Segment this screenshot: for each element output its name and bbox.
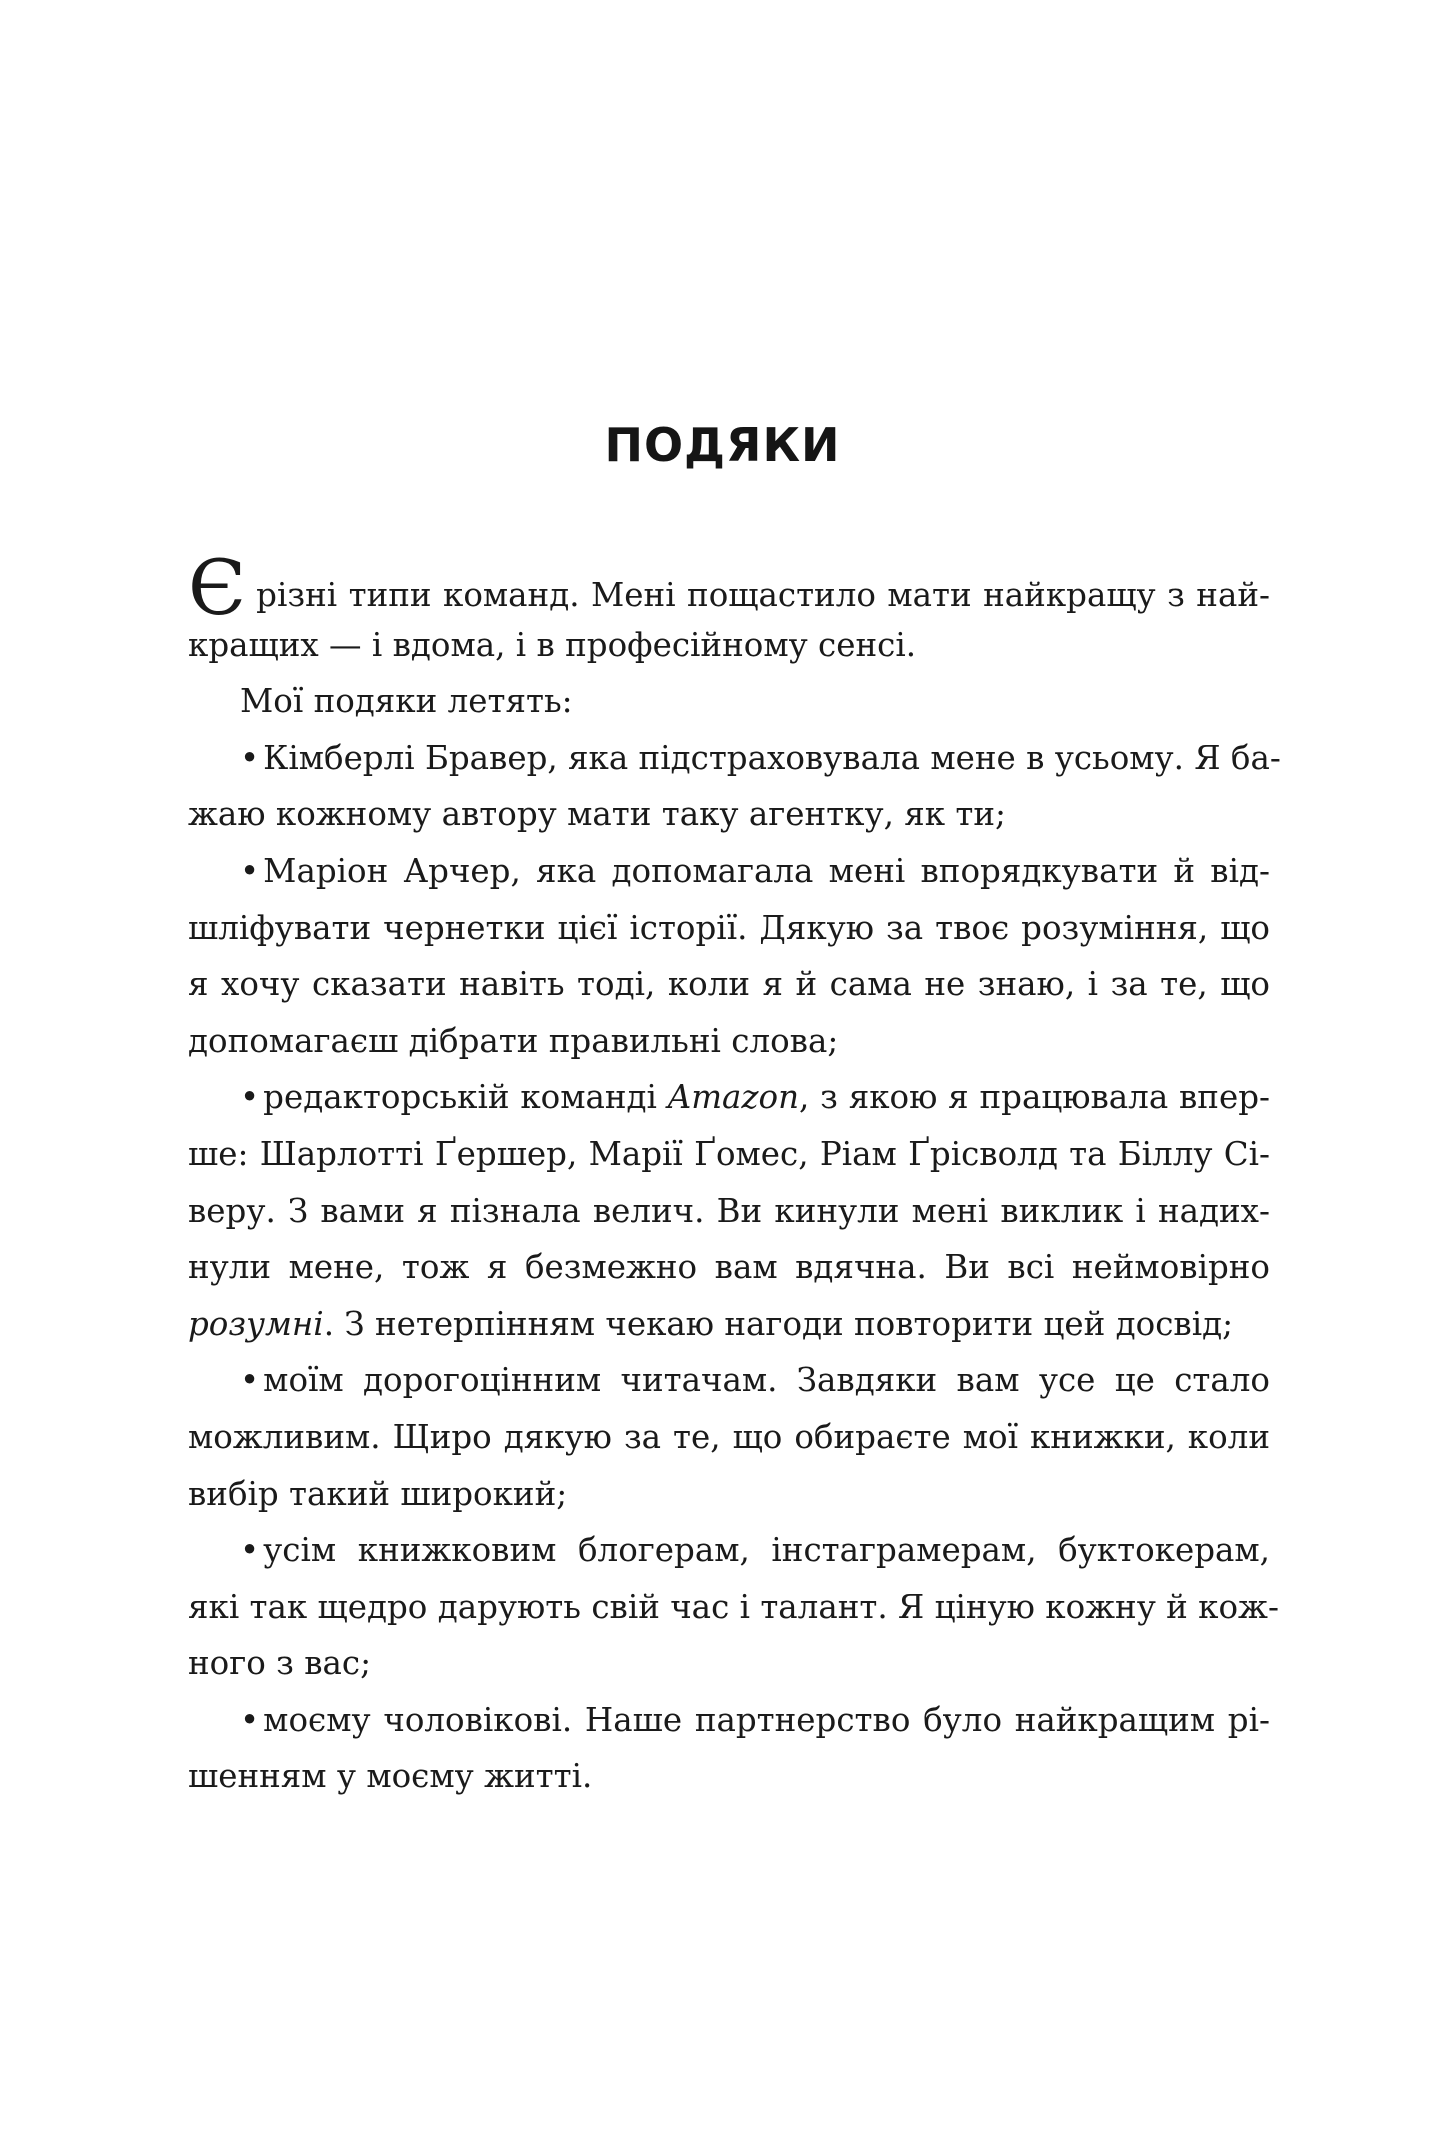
list-item-6-text: моєму чоловікові. Наше партнерство було найкращим рі- bbox=[263, 1700, 1270, 1739]
list-item-4-line-2: можливим. Щиро дякую за те, що обираєте мої книжки, коли bbox=[188, 1417, 1270, 1456]
list-item-6-line-2: шенням у моєму житті. bbox=[188, 1757, 593, 1796]
list-item-3-text-c: . З нетерпінням чекаю нагоди повторити цей досвід; bbox=[323, 1304, 1234, 1343]
list-item-4-line-3: вибір такий широкий; bbox=[188, 1474, 568, 1513]
bullet-icon: • bbox=[240, 851, 260, 890]
intro-line-1-text: різні типи команд. Мені пощастило мати найкращу з най- bbox=[256, 576, 1270, 614]
list-item-3-italic-company: Amazon bbox=[667, 1078, 800, 1117]
list-item-4-line-1 bbox=[188, 1352, 1270, 1409]
list-item-3-line-3: веру. З вами я пізнала велич. Ви кинули мені виклик і надих- bbox=[188, 1191, 1270, 1230]
list-item-5-line-2: які так щедро дарують свій час і талант. Я ціную кожну й кож- bbox=[188, 1587, 1279, 1626]
bullet-icon: • bbox=[240, 1700, 260, 1739]
list-item-3-text-b: , з якою я працювала впер- bbox=[799, 1078, 1270, 1117]
bullet-icon: • bbox=[240, 1531, 260, 1570]
list-item-3-text-a: редакторській команді bbox=[263, 1078, 668, 1117]
drop-cap: Є bbox=[188, 543, 247, 632]
list-item-4-text: моїм дорогоцінним читачам. Завдяки вам усе це стало bbox=[263, 1361, 1270, 1400]
list-item-1-text: Кімберлі Бравер, яка підстраховувала мене в усьому. Я ба- bbox=[263, 738, 1281, 777]
bullet-icon: • bbox=[240, 1078, 260, 1117]
list-item-3-line-5 bbox=[188, 1296, 1270, 1353]
list-item-2-line-2: шліфувати чернетки цієї історії. Дякую за твоє розуміння, що bbox=[188, 908, 1270, 947]
list-item-5-line-3: ного з вас; bbox=[188, 1644, 372, 1683]
intro-line-2: кращих — і вдома, і в професійному сенсі. bbox=[188, 625, 917, 664]
page-title: ПОДЯКИ bbox=[604, 418, 841, 472]
intro-line-1 bbox=[188, 543, 1270, 632]
list-item-3-italic-word: розумні bbox=[188, 1304, 324, 1343]
list-item-2-line-3: я хочу сказати навіть тоді, коли я й сама не знаю, і за те, що bbox=[188, 965, 1270, 1004]
bullet-icon: • bbox=[240, 1361, 260, 1400]
list-item-2-line-1 bbox=[188, 843, 1270, 900]
list-item-1-line-2: жаю кожному автору мати таку агентку, як ти; bbox=[188, 795, 1006, 834]
list-item-5-line-1 bbox=[188, 1522, 1270, 1579]
list-item-1-line-1 bbox=[188, 730, 1281, 787]
list-item-2-text: Маріон Арчер, яка допомагала мені впорядкувати й від- bbox=[263, 851, 1270, 890]
lead-line: Мої подяки летять: bbox=[240, 682, 573, 721]
list-item-3-line-4: нули мене, тож я безмежно вам вдячна. Ви всі неймовірно bbox=[188, 1248, 1270, 1287]
list-item-3-line-1 bbox=[188, 1069, 1270, 1126]
list-item-6-line-1 bbox=[188, 1692, 1270, 1749]
body-text bbox=[188, 543, 1281, 1805]
list-item-2-line-4: допомагаєш дібрати правильні слова; bbox=[188, 1021, 839, 1060]
bullet-icon: • bbox=[240, 738, 260, 777]
list-item-5-text: усім книжковим блогерам, інстаграмерам, буктокерам, bbox=[263, 1531, 1270, 1570]
list-item-3-line-2: ше: Шарлотті Ґершер, Марії Ґомес, Ріам Ґрісволд та Біллу Сі- bbox=[188, 1134, 1270, 1173]
